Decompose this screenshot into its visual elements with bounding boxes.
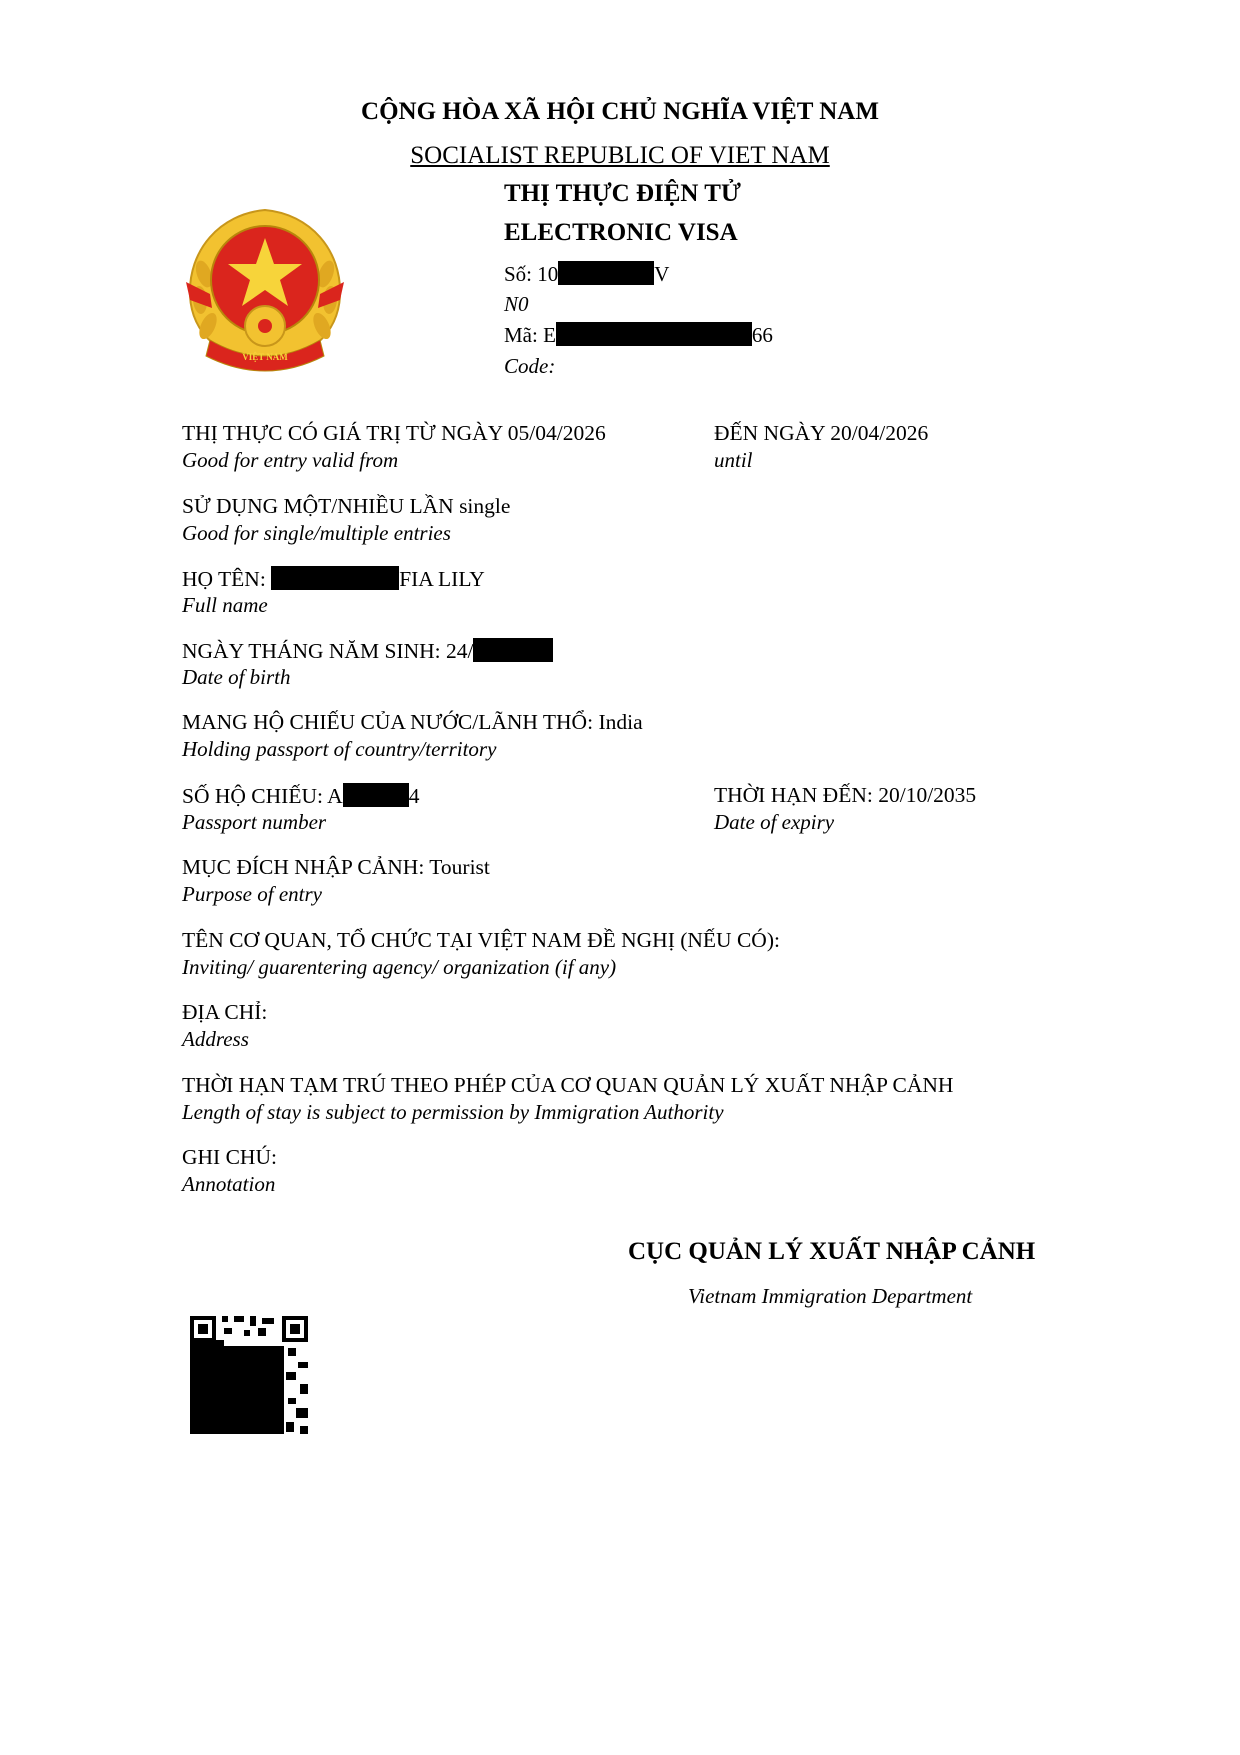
purpose-label: MỤC ĐÍCH NHẬP CẢNH: <box>182 855 425 879</box>
valid-from-label: THỊ THỰC CÓ GIÁ TRỊ TỪ NGÀY <box>182 421 503 445</box>
dob-prefix: 24/ <box>445 639 474 663</box>
passport-en: Passport number <box>182 810 327 834</box>
svg-text:VIỆT NAM: VIỆT NAM <box>242 352 288 362</box>
redaction-bar <box>556 322 752 346</box>
expiry-en: Date of expiry <box>714 810 835 834</box>
country-title-vi: CỘNG HÒA XÃ HỘI CHỦ NGHĨA VIỆT NAM <box>361 98 879 125</box>
full-name-suffix: FIA LILY <box>399 567 485 591</box>
valid-to-label: ĐẾN NGÀY <box>714 421 825 445</box>
annotation-en: Annotation <box>182 1172 276 1196</box>
visa-number-en: N0 <box>504 292 529 316</box>
passport-label: SỐ HỘ CHIẾU: <box>182 784 323 808</box>
country-label: MANG HỘ CHIẾU CỦA NƯỚC/LÃNH THỔ: <box>182 710 594 734</box>
department-name-en: Vietnam Immigration Department <box>688 1284 973 1308</box>
valid-from-value: 05/04/2026 <box>507 421 606 445</box>
dob-en: Date of birth <box>182 665 291 689</box>
visa-code-label: Mã: <box>504 323 538 347</box>
annotation-label: GHI CHÚ: <box>182 1145 277 1169</box>
full-name-en: Full name <box>182 593 268 617</box>
stay-label: THỜI HẠN TẠM TRÚ THEO PHÉP CỦA CƠ QUAN QUẢN LÝ XUẤT NHẬP CẢNH <box>182 1073 954 1097</box>
national-emblem-icon <box>182 204 348 374</box>
doc-title-en: ELECTRONIC VISA <box>504 219 738 246</box>
visa-code-en: Code: <box>504 354 556 378</box>
full-name-label: HỌ TÊN: <box>182 567 266 591</box>
dob-line <box>182 638 553 664</box>
country-title-en: SOCIALIST REPUBLIC OF VIET NAM <box>410 142 830 169</box>
valid-to-value: 20/04/2026 <box>830 421 929 445</box>
doc-title-vi: THỊ THỰC ĐIỆN TỬ <box>504 180 741 207</box>
qr-code-icon <box>188 1314 310 1436</box>
entries-en: Good for single/multiple entries <box>182 521 451 545</box>
entries-line <box>182 494 510 519</box>
visa-number-line <box>504 261 669 287</box>
expiry-label: THỜI HẠN ĐẾN: <box>714 783 873 807</box>
visa-number-suffix: V <box>654 262 670 286</box>
department-name-vi: CỤC QUẢN LÝ XUẤT NHẬP CẢNH <box>628 1238 1036 1265</box>
entries-value: single <box>459 494 511 518</box>
redaction-bar <box>473 638 553 662</box>
expiry-line <box>714 783 976 808</box>
valid-to-en: until <box>714 448 753 472</box>
address-label: ĐỊA CHỈ: <box>182 1000 268 1024</box>
passport-suffix: 4 <box>408 784 420 808</box>
visa-number-prefix: 10 <box>537 262 559 286</box>
visa-code-suffix: 66 <box>751 323 773 347</box>
country-line <box>182 710 643 735</box>
passport-line <box>182 783 419 809</box>
expiry-value: 20/10/2035 <box>878 783 977 807</box>
purpose-line <box>182 855 490 880</box>
redaction-bar <box>343 783 409 807</box>
purpose-en: Purpose of entry <box>182 882 322 906</box>
agency-label: TÊN CƠ QUAN, TỔ CHỨC TẠI VIỆT NAM ĐỀ NGHỊ (NẾU CÓ): <box>182 928 780 952</box>
purpose-value: Tourist <box>429 855 490 879</box>
visa-code-prefix: E <box>543 323 556 347</box>
visa-number-label: Số: <box>504 262 533 286</box>
redaction-bar <box>558 261 654 285</box>
agency-en: Inviting/ guarentering agency/ organization (if any) <box>182 955 617 979</box>
valid-from-en: Good for entry valid from <box>182 448 399 472</box>
valid-to-line <box>714 421 928 446</box>
redaction-bar <box>271 566 399 590</box>
entries-label: SỬ DỤNG MỘT/NHIỀU LẦN <box>182 494 454 518</box>
address-en: Address <box>182 1027 249 1051</box>
passport-prefix: A <box>327 784 343 808</box>
valid-from-line <box>182 421 606 446</box>
country-en: Holding passport of country/territory <box>182 737 497 761</box>
stay-en: Length of stay is subject to permission by Immigration Authority <box>182 1100 724 1124</box>
visa-code-line <box>504 322 773 348</box>
full-name-line <box>182 566 485 592</box>
dob-label: NGÀY THÁNG NĂM SINH: <box>182 639 441 663</box>
country-value: India <box>598 710 643 734</box>
